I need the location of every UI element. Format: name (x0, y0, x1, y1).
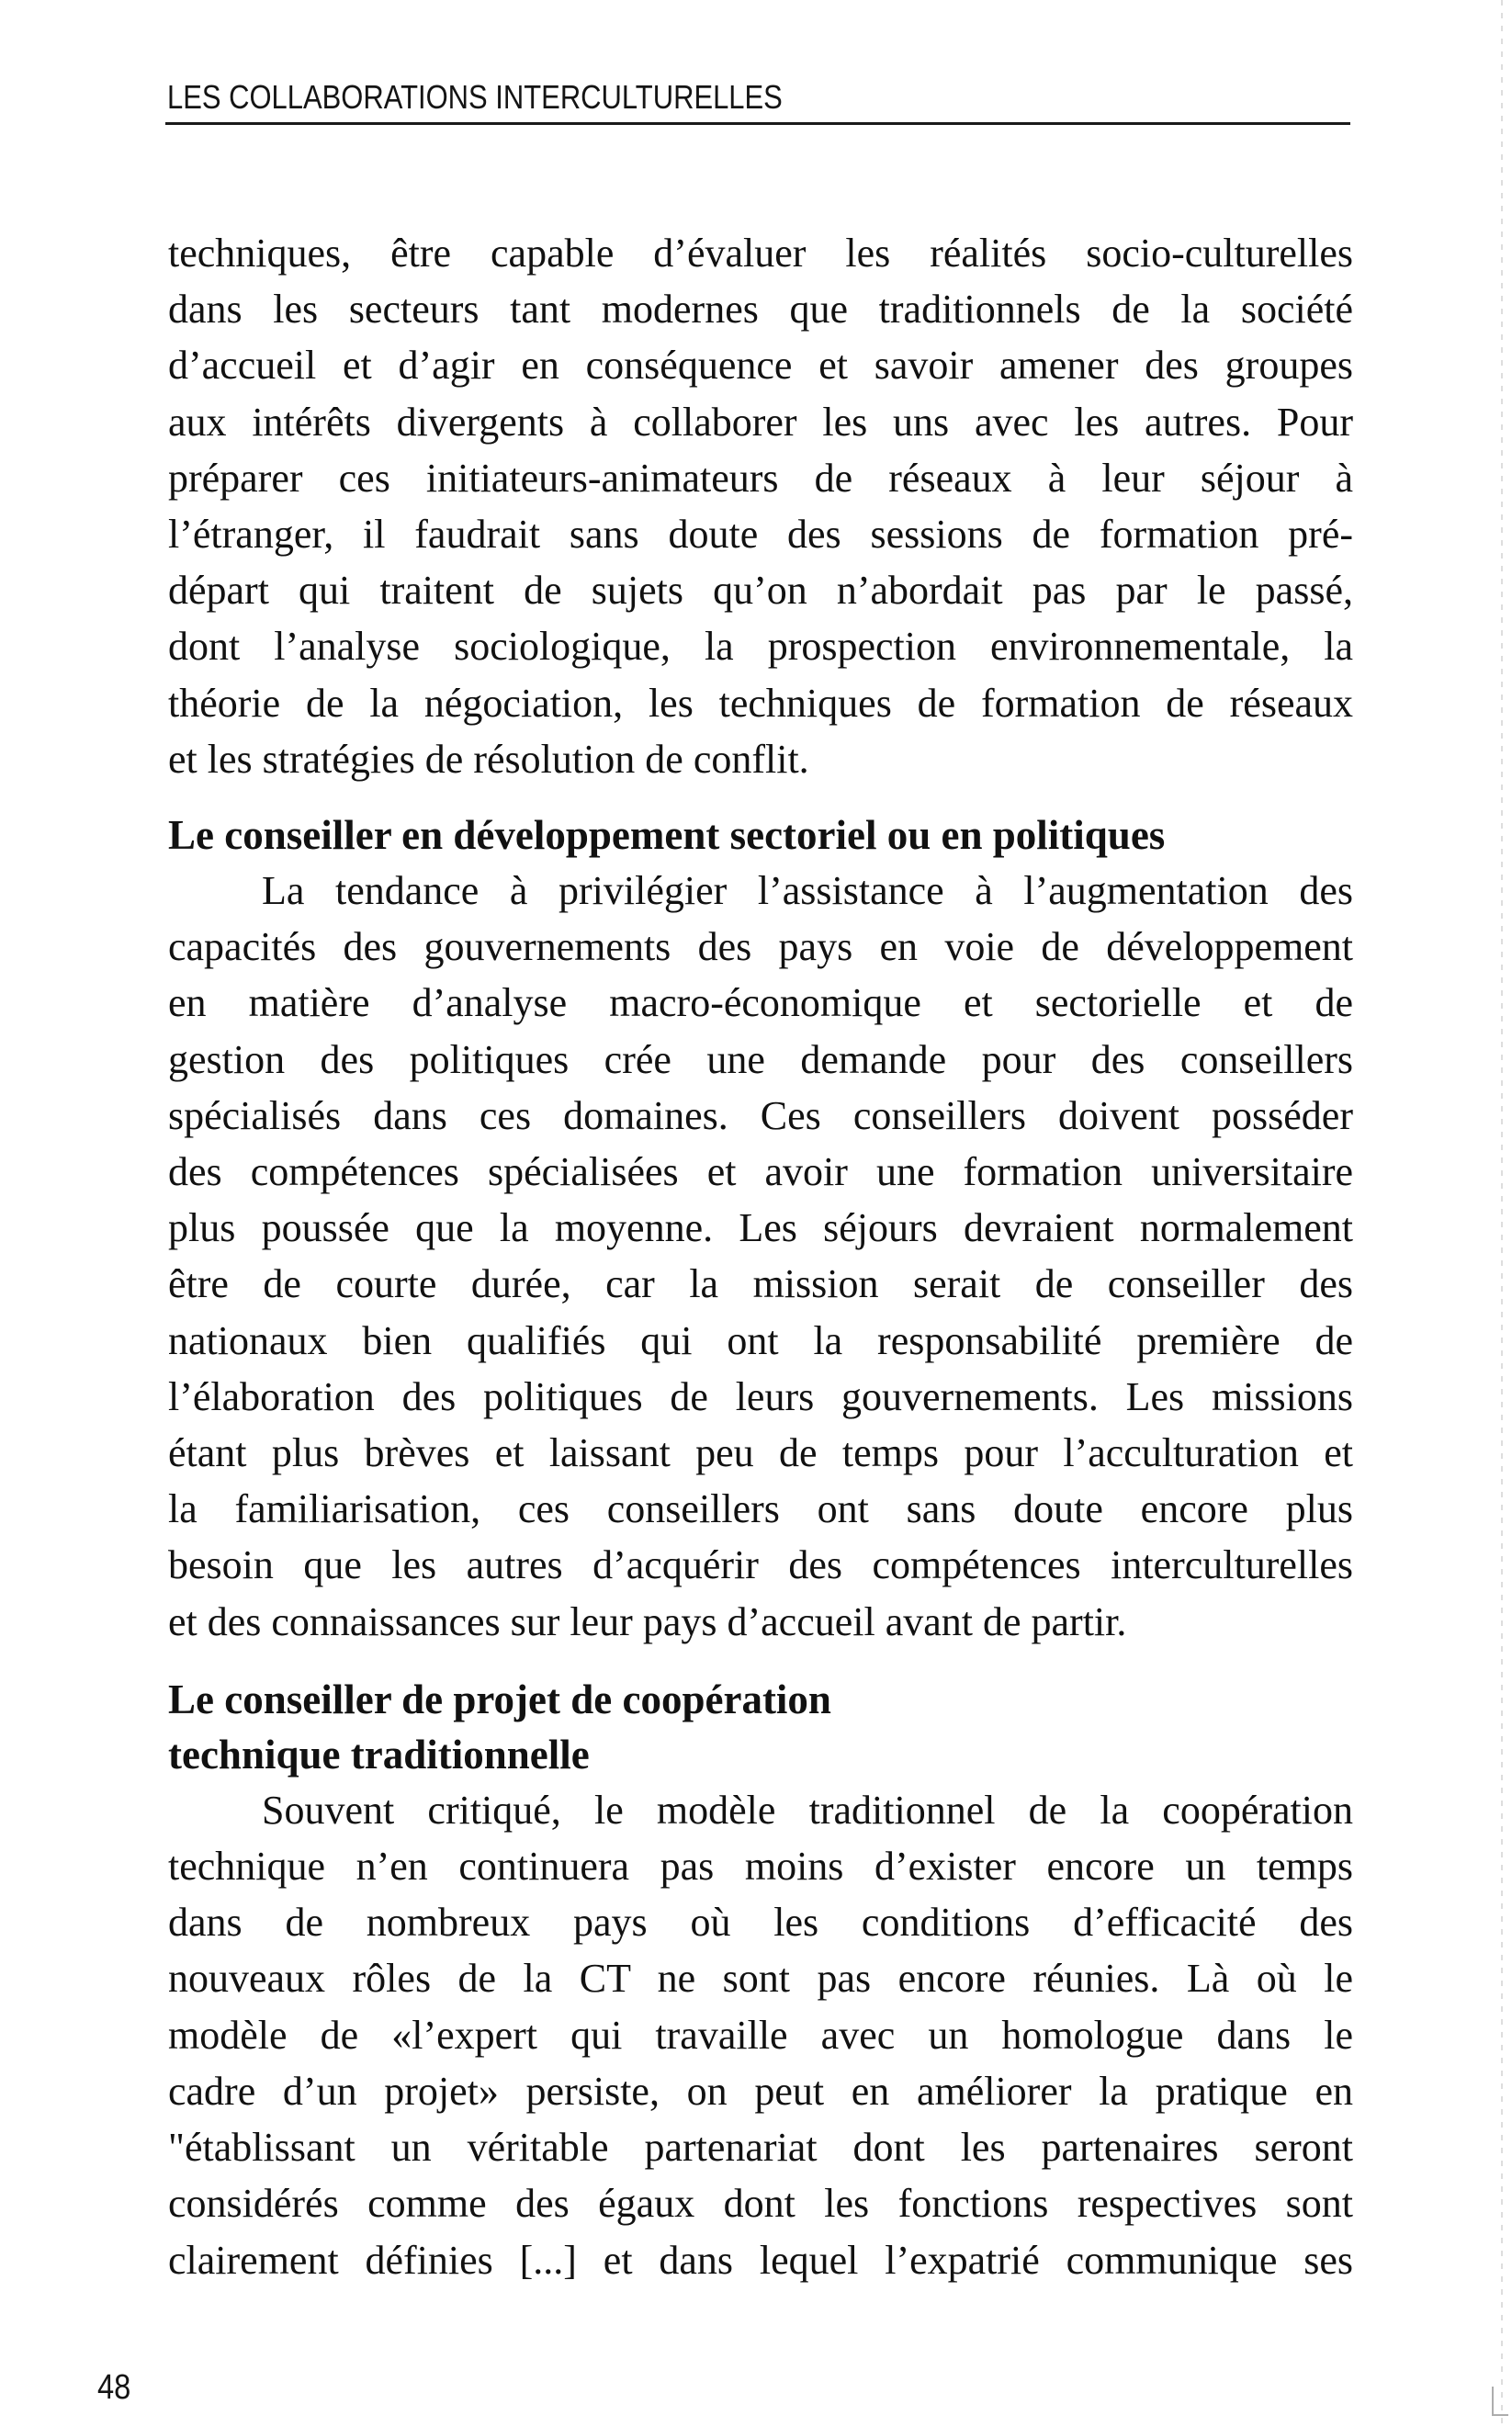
text-line: "établissant un véritable partenariat dont les partenaires seront (168, 2125, 1353, 2171)
paragraph-intro-continued (168, 225, 1353, 787)
text-line: modèle de «l’expert qui travaille avec un homologue dans le (168, 2012, 1353, 2058)
scan-edge-mark (1501, 0, 1503, 2427)
scan-corner-mark (1492, 2387, 1508, 2416)
text-line: clairement définies [...] et dans lequel l’expatrié communique ses (168, 2237, 1353, 2283)
text-line: étant plus brèves et laissant peu de temps pour l’acculturation et (168, 1430, 1353, 1476)
text-line: plus poussée que la moyenne. Les séjours devraient normalement (168, 1205, 1353, 1251)
text-line: théorie de la négociation, les techniques de formation de réseaux (168, 680, 1353, 726)
section-heading-project-advisor (168, 1672, 1353, 1782)
text-line: la familiarisation, ces conseillers ont sans doute encore plus (168, 1486, 1353, 1532)
text-line: d’accueil et d’agir en conséquence et savoir amener des groupes (168, 343, 1353, 389)
text-line: et des connaissances sur leur pays d’accueil avant de partir. (168, 1598, 1127, 1644)
text-line: dont l’analyse sociologique, la prospection environnementale, la (168, 624, 1353, 670)
text-line: La tendance à privilégier l’assistance à l’augmentation des (262, 868, 1353, 914)
text-line: Souvent critiqué, le modèle traditionnel de la coopération (262, 1787, 1353, 1833)
text-line: gestion des politiques crée une demande pour des conseillers (168, 1036, 1353, 1082)
running-title: LES COLLABORATIONS INTERCULTURELLES (167, 78, 783, 116)
text-line: et les stratégies de résolution de conflit. (168, 736, 809, 782)
heading-line: Le conseiller en développement sectoriel ou en politiques (168, 812, 1166, 859)
section-heading-sectoral-advisor (168, 807, 1353, 863)
text-line: cadre d’un projet» persiste, on peut en améliorer la pratique en (168, 2068, 1353, 2114)
text-line: capacités des gouvernements des pays en voie de développement (168, 924, 1353, 970)
text-line: nouveaux rôles de la CT ne sont pas encore réunies. Là où le (168, 1956, 1353, 2002)
running-header (165, 72, 1350, 125)
page-number: 48 (97, 2368, 131, 2407)
text-line: aux intérêts divergents à collaborer les uns avec les autres. Pour (168, 399, 1353, 445)
text-line: dans de nombreux pays où les conditions d’efficacité des (168, 1900, 1353, 1946)
text-line: l’étranger, il faudrait sans doute des sessions de formation pré- (168, 512, 1353, 558)
text-line: besoin que les autres d’acquérir des compétences interculturelles (168, 1542, 1353, 1588)
page-body (168, 225, 1353, 2288)
paragraph-project-advisor (168, 1782, 1353, 2288)
text-line: départ qui traitent de sujets qu’on n’abordait pas par le passé, (168, 568, 1353, 614)
text-line: spécialisés dans ces domaines. Ces conseillers doivent posséder (168, 1092, 1353, 1138)
text-line: des compétences spécialisées et avoir une formation universitaire (168, 1149, 1353, 1195)
text-line: être de courte durée, car la mission serait de conseiller des (168, 1261, 1353, 1307)
text-line: l’élaboration des politiques de leurs gouvernements. Les missions (168, 1373, 1353, 1419)
text-line: nationaux bien qualifiés qui ont la responsabilité première de (168, 1317, 1353, 1363)
text-line: dans les secteurs tant modernes que traditionnels de la société (168, 287, 1353, 333)
paragraph-sectoral-advisor (168, 863, 1353, 1650)
heading-line: technique traditionnelle (168, 1731, 590, 1778)
text-line: techniques, être capable d’évaluer les réalités socio-culturelles (168, 231, 1353, 276)
text-line: considérés comme des égaux dont les fonctions respectives sont (168, 2181, 1353, 2227)
text-line: préparer ces initiateurs-animateurs de réseaux à leur séjour à (168, 455, 1353, 501)
heading-line: Le conseiller de projet de coopération (168, 1676, 831, 1722)
text-line: technique n’en continuera pas moins d’exister encore un temps (168, 1844, 1353, 1890)
text-line: en matière d’analyse macro-économique et sectorielle et de (168, 980, 1353, 1026)
